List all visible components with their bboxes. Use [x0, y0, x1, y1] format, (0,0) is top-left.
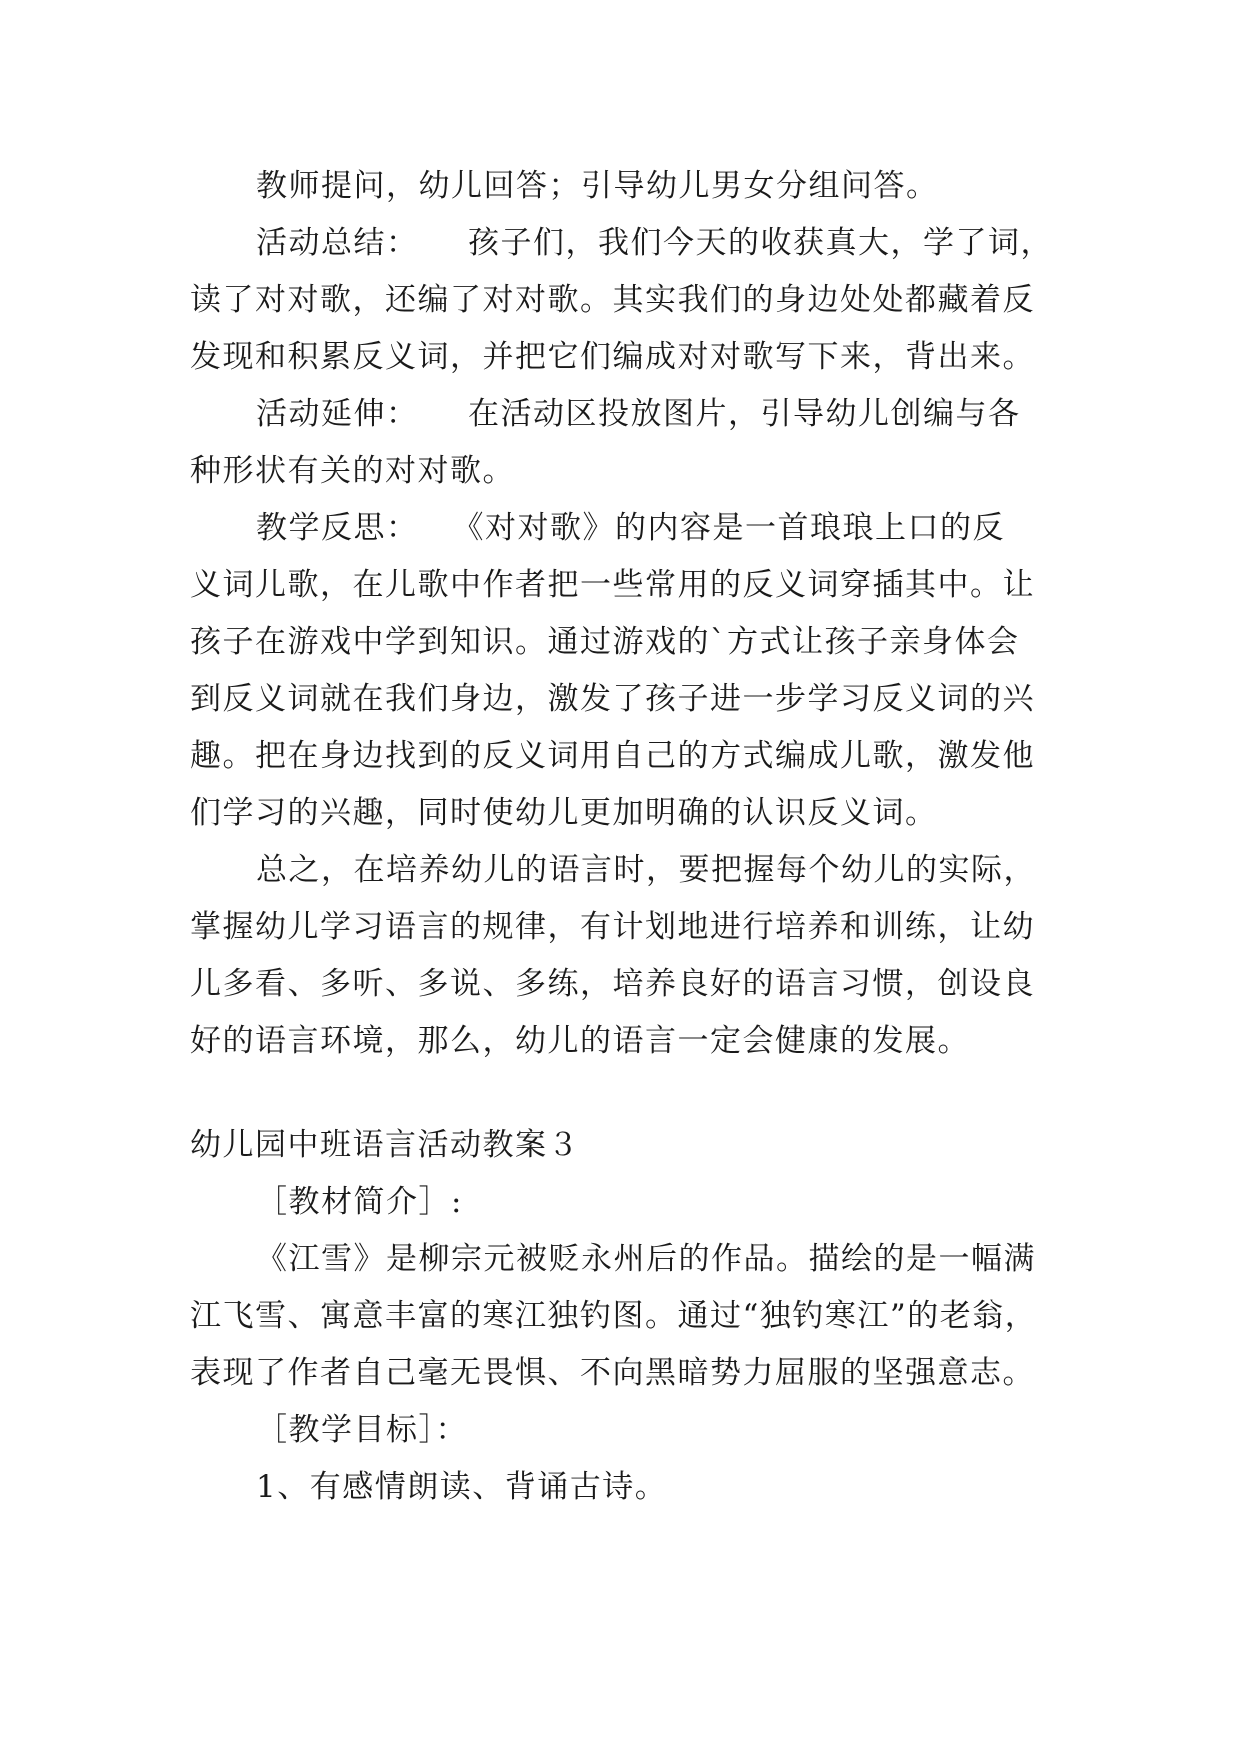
text-line: 教学反思： 《对对歌》的内容是一首琅琅上口的反	[256, 510, 1005, 546]
text-line: 总之，在培养幼儿的语言时，要把握每个幼儿的实际，	[256, 852, 1036, 888]
text-line: 趣。把在身边找到的反义词用自己的方式编成儿歌，激发他	[190, 738, 1035, 774]
text-line: 1、有感情朗读、背诵古诗。	[256, 1469, 668, 1505]
text-line: 表现了作者自己毫无畏惧、不向黑暗势力屈服的坚强意志。	[190, 1355, 1035, 1391]
text-line: 发现和积累反义词，并把它们编成对对歌写下来，背出来。	[190, 339, 1035, 375]
text-line: 到反义词就在我们身边，激发了孩子进一步学习反义词的兴	[190, 681, 1035, 717]
text-line: 活动延伸： 在活动区投放图片，引导幼儿创编与各	[256, 396, 1021, 432]
text-line: 掌握幼儿学习语言的规律，有计划地进行培养和训练，让幼	[190, 909, 1035, 945]
text-line: 《江雪》是柳宗元被贬永州后的作品。描绘的是一幅满	[256, 1241, 1036, 1277]
text-line: 读了对对歌，还编了对对歌。其实我们的身边处处都藏着反	[190, 282, 1035, 318]
text-line: 好的语言环境，那么，幼儿的语言一定会健康的发展。	[190, 1023, 970, 1059]
text-line: 活动总结： 孩子们，我们今天的收获真大，学了词，	[256, 225, 1053, 261]
text-line: 孩子在游戏中学到知识。通过游戏的`方式让孩子亲身体会	[190, 624, 1020, 660]
text-line: 种形状有关的对对歌。	[190, 453, 515, 489]
text-line: 江飞雪、寓意丰富的寒江独钓图。通过“独钓寒江”的老翁，	[190, 1298, 1038, 1334]
text-line: 义词儿歌，在儿歌中作者把一些常用的反义词穿插其中。让	[190, 567, 1035, 603]
text-line: 们学习的兴趣，同时使幼儿更加明确的认识反义词。	[190, 795, 938, 831]
text-line: ［教材简介］:	[256, 1184, 463, 1220]
section-heading: 幼儿园中班语言活动教案３	[190, 1127, 580, 1163]
text-line: 儿多看、多听、多说、多练，培养良好的语言习惯，创设良	[190, 966, 1035, 1002]
text-line: 教师提问，幼儿回答；引导幼儿男女分组问答。	[256, 168, 939, 204]
text-line: ［教学目标］：	[256, 1412, 468, 1448]
